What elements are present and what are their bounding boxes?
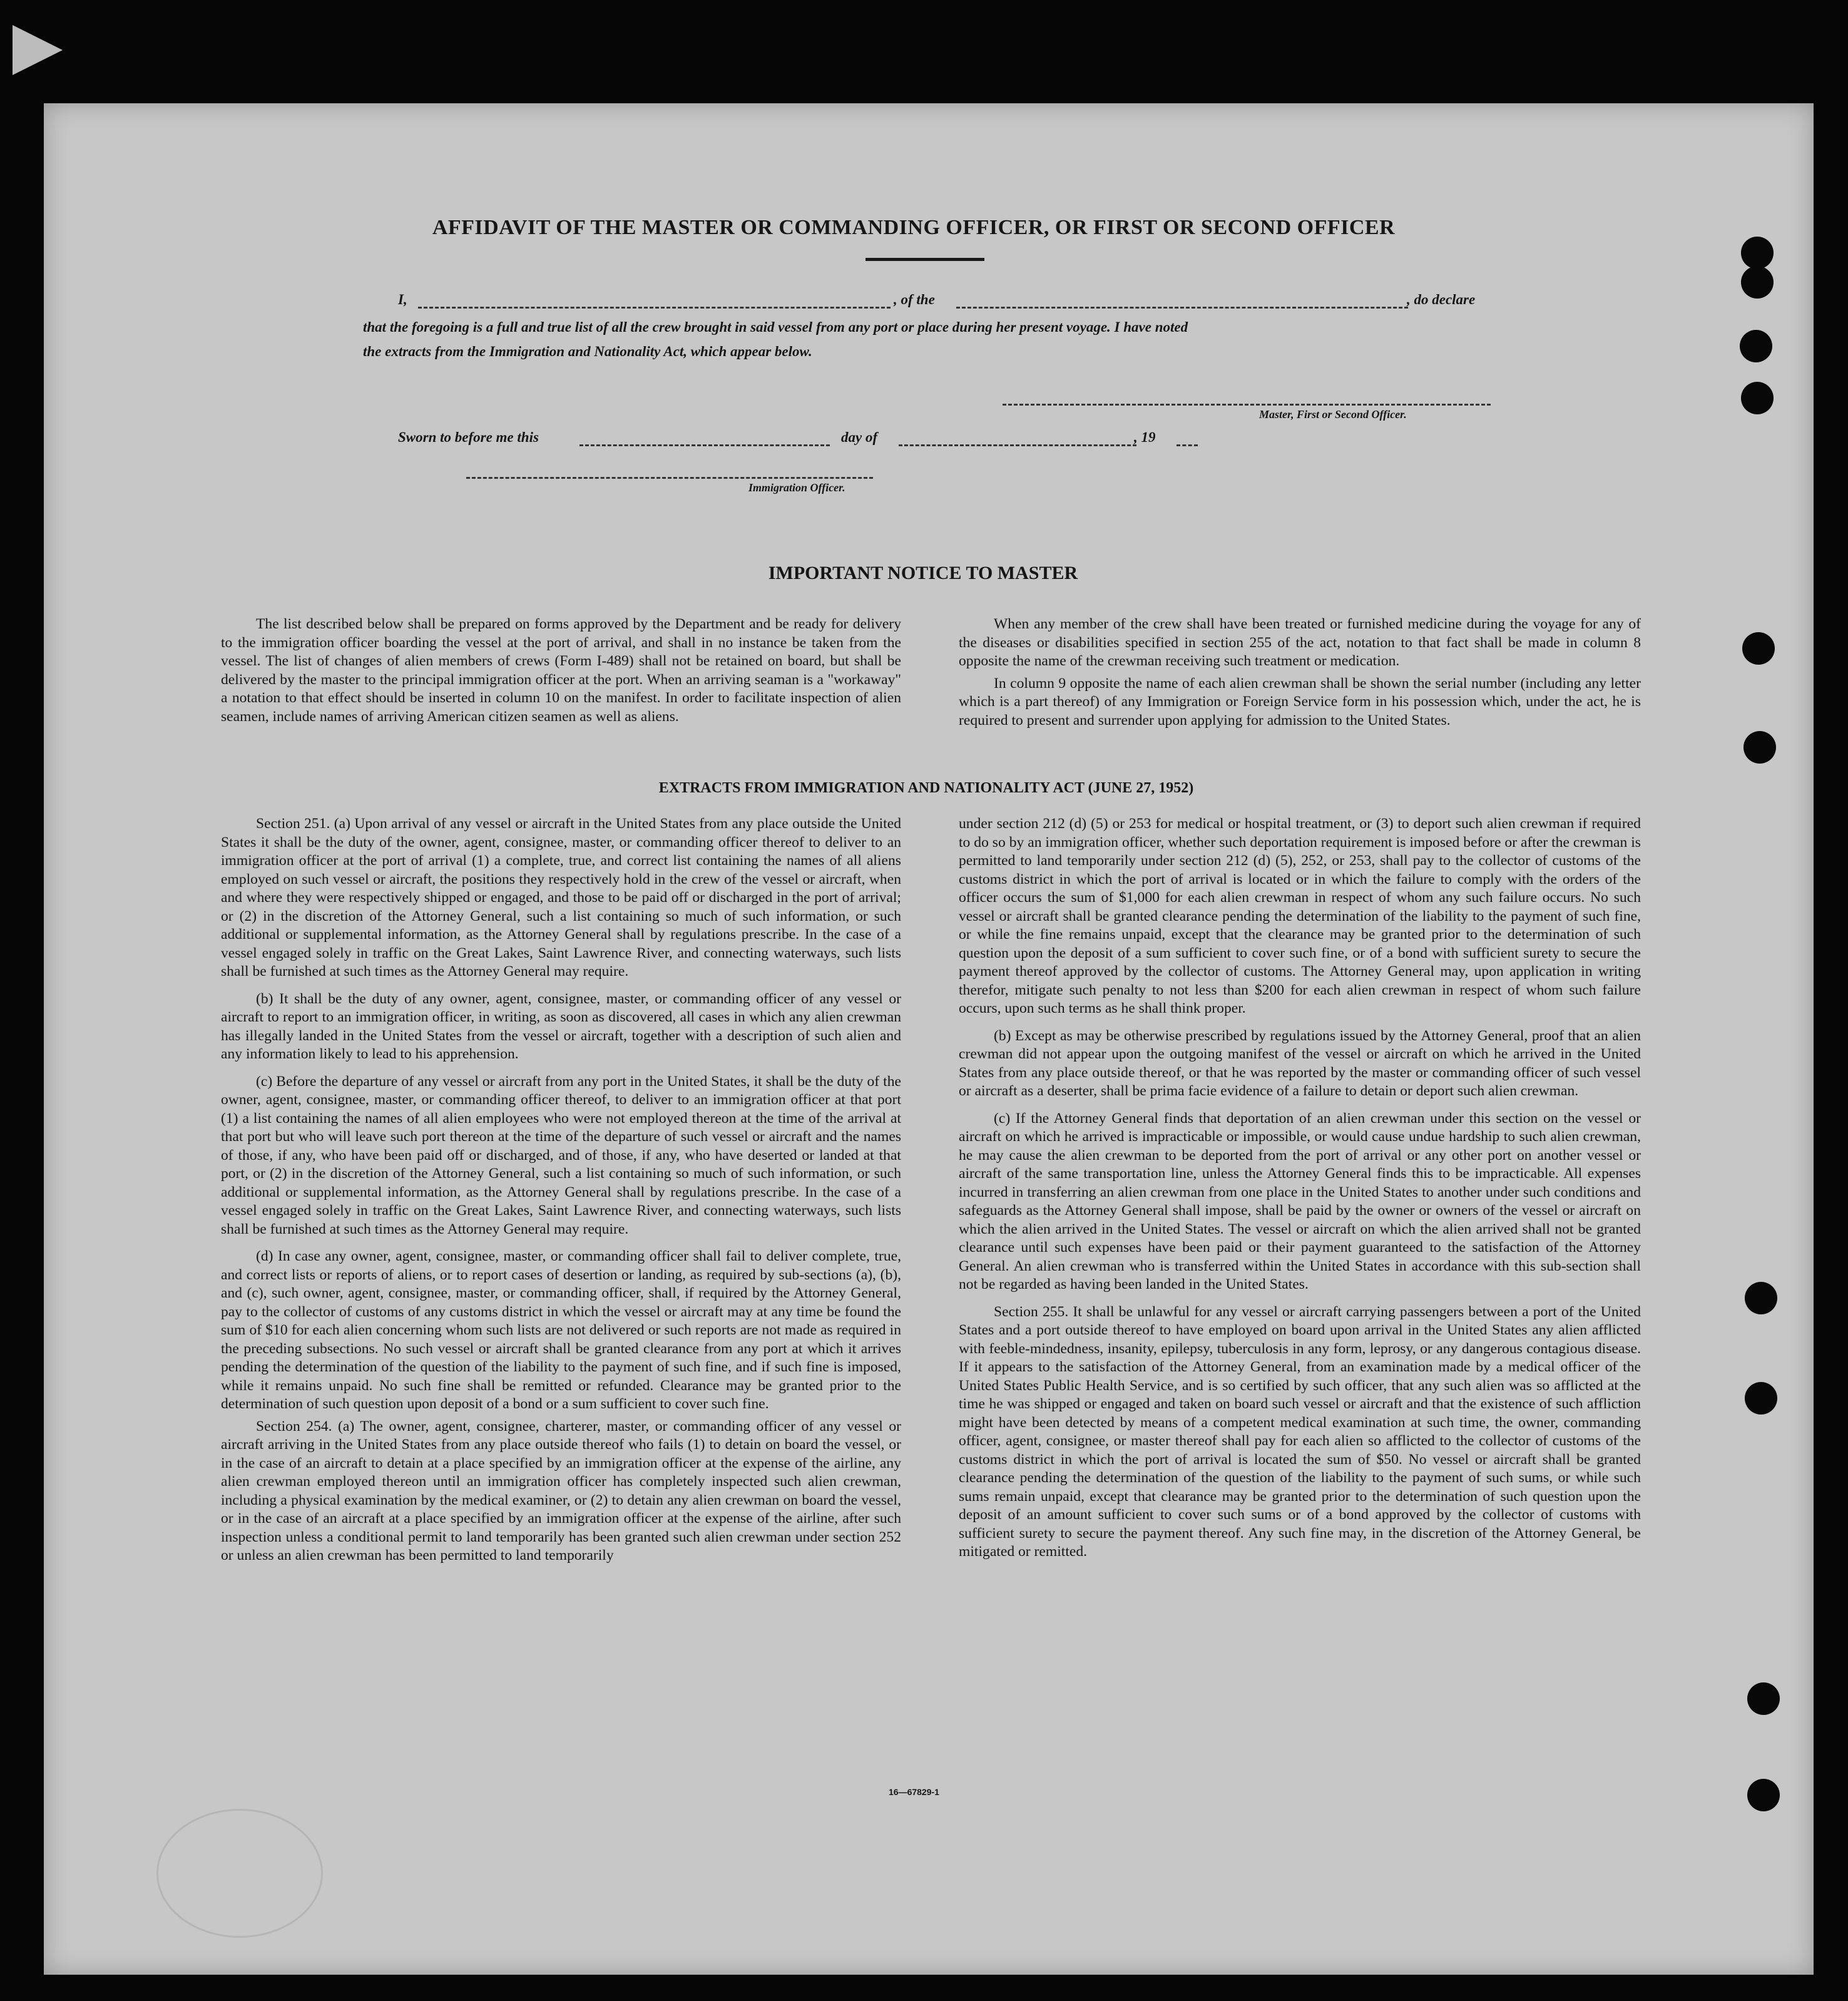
punch-hole — [1741, 237, 1774, 269]
punch-hole — [1747, 1779, 1780, 1811]
notice-paragraph: In column 9 opposite the name of each alien crewman shall be shown the serial number (including any letter which is a part thereof) of any Immigration or Foreign Service form in his possession which, under the act, he is required to present and surrender upon applying for admission to the United States. — [959, 675, 1641, 729]
faint-stamp-mark — [156, 1809, 323, 1938]
do-declare-label: , do declare — [1407, 292, 1476, 307]
notice-paragraph: The list described below shall be prepared on forms approved by the Department and be ready for delivery to the immigration officer boarding the vessel at the port of arrival, and shall in no instance be taken from the vessel. The list of changes of alien members of crews (Form I-489) shall not be retained on board, but shall be delivered by the master to the principal immigration officer at the port. When an arriving seaman is a "workaway" a notation to that effect should be inserted in column 10 on the manifest. In order to facilitate inspection of alien seamen, include names of arriving American citizen seamen as well as aliens. — [221, 616, 901, 725]
affidavit-title: AFFIDAVIT OF THE MASTER OR COMMANDING OFFICER, OR FIRST OR SECOND OFFICER — [432, 216, 1396, 239]
sworn-day-blank — [579, 444, 830, 446]
act-section-255: Section 255. It shall be unlawful for any vessel or aircraft carrying passengers between a port of the United States and a port outside thereof to have employed on board upon arrival in the United States any alien afflicted with feeble-mindedness, insanity, epilepsy, tuberculosis in any form, leprosy, or any dangerous contagious disease. If it appears to the satisfaction of the Attorney General, from an examination made by a medical officer of the United States Public Health Service, and is so certified by such officer, that any such alien was so afflicted at the time he was shipped or engaged and taken on board such vessel or aircraft and that the existence of such affliction might have been detected by means of a competent medical examination at such time, the owner, commanding officer, agent, consignee, or master thereof shall pay for each alien so afflicted to the collector of customs of the customs district in which the port of arrival is located the sum of $50. No vessel or aircraft shall be granted clearance pending the determination of the question of the liability to the payment of such sums, or while such sums remain unpaid, except that clearance may be granted prior to the determination of such question upon the deposit of an amount sufficient to cover such sums or of a bond approved by the collector of customs with sufficient surety to secure the payment thereof. Any such fine may, in the discretion of the Attorney General, be mitigated or remitted. — [959, 1303, 1641, 1560]
i-label: I, — [398, 292, 407, 307]
punch-hole — [1745, 1282, 1777, 1314]
punch-hole — [1742, 632, 1775, 665]
master-signature-label: Master, First or Second Officer. — [1259, 408, 1407, 421]
title-underline — [865, 258, 984, 261]
act-section-251d: (d) In case any owner, agent, consignee, master, or commanding officer shall fail to deliver complete, true, and correct lists or reports of aliens, or to report cases of desertion or landing, as required by sub-sections (a), (b), and (c), such owner, agent, consignee, master, or commanding officer, shall, if required by the Attorney General, pay to the collector of customs of any customs district in which the vessel or aircraft may at any time be found the sum of $10 for each alien concerning whom such lists are not delivered or such reports are not made as required in the preceding subsections. No such vessel or aircraft shall be granted clearance from any port at which it arrives pending the determination of the question of the liability to the payment of such fine, and if such fine is imposed, while it remains unpaid. No such fine shall be remitted or refunded. Clearance may be granted prior to the determination of such question upon deposit of a bond or a sum sufficient to cover such fine. — [221, 1248, 901, 1412]
officer-signature-blank — [466, 477, 873, 479]
act-section-254a-continued: under section 212 (d) (5) or 253 for medical or hospital treatment, or (3) to deport such alien crewman if required to do so by an immigration officer, whether such deportation requirement is imposed before or after the crewman is permitted to land temporarily under section 212 (d) (5), 252, or 253, shall pay to the collector of customs of the customs district in which the port of arrival is located or in which the failure to comply with the orders of the officer occurs the sum of $1,000 for each alien crewman in respect of whom any such failure occurs. No such vessel or aircraft shall be granted clearance pending the determination of the liability to the payment of such fine, or while the fine remains unpaid, except that the clearance may be granted prior to the determination of such question upon the deposit of a sum sufficient to cover such fine, or of a bond with sufficient surety to secure the payment thereof approved by the collector of customs. The Attorney General may, upon application in writing therefor, mitigate such penalty to not less than $200 for each alien crewman in respect of whom such failure occurs, upon such terms as he shall think proper. — [959, 816, 1641, 1016]
notice-left-column — [221, 615, 901, 765]
declaration-line-1: that the foregoing is a full and true list of all the crew brought in said vessel from any port or place during her present voyage. I have noted — [363, 319, 1188, 335]
form-code: 16—67829-1 — [889, 1787, 939, 1797]
of-the-label: , of the — [894, 292, 935, 307]
sworn-month-blank — [899, 444, 1136, 446]
folded-corner-mark — [13, 25, 63, 75]
act-section-254a: Section 254. (a) The owner, agent, consignee, charterer, master, or commanding officer of any vessel or aircraft arriving in the United States from any place outside thereof who fails (1) to detain on board the vessel, or in the case of an aircraft to detain at a place specified by an immigration officer at the expense of the airline, any alien crewman employed thereon until an immigration officer has completely inspected such alien crewman, including a physical examination by the medical examiner, or (2) to detain any alien crewman on board the vessel, or in the case of an aircraft at a place specified by an immigration officer at the expense of the airline, after such inspection unless a conditional permit to land temporarily has been granted such alien crewman under section 252 or unless an alien crewman has been permitted to land temporarily — [221, 1418, 901, 1563]
punch-hole — [1745, 1382, 1777, 1415]
extracts-right-column — [959, 815, 1641, 1779]
punch-hole — [1747, 1682, 1780, 1715]
act-section-254c: (c) If the Attorney General finds that deportation of an alien crewman under this section on the vessel or aircraft on which he arrived is impracticable or impossible, or would cause undue hardship to such alien crewman, he may cause the alien crewman to be deported from the port of arrival or any other port on another vessel or aircraft of the same transportation line, unless the Attorney General finds this to be impracticable. All expenses incurred in transferring an alien crewman from one place in the United States to another under such conditions and safeguards as the Attorney General shall impose, shall be paid by the owner or owners of the vessel or aircraft on which the alien arrived in the United States. The vessel or aircraft on which the alien arrived shall not be granted clearance until such expenses have been paid or their payment guaranteed to the satisfaction of the Attorney General. An alien crewman who is transferred within the United States in accordance with this sub-section shall not be regarded as having been landed in the United States. — [959, 1110, 1641, 1292]
notice-heading: IMPORTANT NOTICE TO MASTER — [768, 563, 1078, 583]
officer-signature-label: Immigration Officer. — [748, 481, 845, 494]
master-signature-blank — [1003, 404, 1491, 406]
extracts-left-column — [221, 815, 901, 1779]
notice-right-column — [959, 615, 1641, 765]
extracts-heading: EXTRACTS FROM IMMIGRATION AND NATIONALITY ACT (JUNE 27, 1952) — [658, 780, 1194, 796]
name-blank — [418, 307, 891, 309]
punch-hole — [1743, 731, 1776, 764]
act-section-251c: (c) Before the departure of any vessel or aircraft from any port in the United States, it shall be the duty of the owner, agent, consignee, master, or commanding officer thereof, to deliver to an immigration officer at that port (1) a list containing the names of all alien employees who were not employed thereon at the time of the arrival at that port but who will leave such port thereon at the time of the departure of such vessel or aircraft and the names of those, if any, who have been paid off or discharged, and of those, if any, who have deserted or landed at that port, or (2) in the discretion of the Attorney General, such a list containing so much of such information, or such additional or supplemental information, as the Attorney General shall by regulations prescribe. In the case of a vessel engaged solely in traffic on the Great Lakes, Saint Lawrence River, and connecting waterways, such lists shall be furnished at such times as the Attorney General may require. — [221, 1073, 901, 1237]
notice-paragraph: When any member of the crew shall have been treated or furnished medicine during the voyage for any of the diseases or disabilities specified in section 255 of the act, notation to that fact shall be made in column 8 opposite the name of the crewman receiving such treatment or medication. — [959, 616, 1641, 669]
vessel-blank — [956, 307, 1408, 309]
sworn-year-blank — [1177, 444, 1198, 446]
punch-hole — [1741, 382, 1774, 414]
punch-hole — [1741, 266, 1774, 299]
punch-hole — [1740, 330, 1772, 362]
declaration-line-2: the extracts from the Immigration and Nationality Act, which appear below. — [363, 344, 812, 359]
act-section-254b: (b) Except as may be otherwise prescribed by regulations issued by the Attorney General, proof that an alien crewman did not appear upon the outgoing manifest of the vessel or aircraft on which he arrived in the United States from any place outside thereof, or that he was reported by the master or commanding officer of such vessel or aircraft as a deserter, shall be prima facie evidence of a failure to detain or deport such alien crewman. — [959, 1027, 1641, 1099]
act-section-251b: (b) It shall be the duty of any owner, agent, consignee, master, or commanding officer of any vessel or aircraft to report to an immigration officer, in writing, as soon as discovered, all cases in which any alien crewman has illegally landed in the United States from the vessel or aircraft, together with a description of such alien and any information likely to lead to his apprehension. — [221, 990, 901, 1062]
year-label: , 19 — [1134, 429, 1156, 445]
act-section-251a: Section 251. (a) Upon arrival of any vessel or aircraft in the United States from any place outside the United States it shall be the duty of the owner, agent, consignee, master, or commanding officer thereof to deliver to an immigration officer at the port of arrival (1) a complete, true, and correct list containing the names of all aliens employed on such vessel or aircraft, the positions they respectively hold in the crew of the vessel or aircraft, when and where they were respectively shipped or engaged, and those to be paid off or discharged in the port of arrival; or (2) in the discretion of the Attorney General, such a list containing so much of such information, or such additional or supplemental information, as the Attorney General shall by regulations prescribe. In the case of a vessel engaged solely in traffic on the Great Lakes, Saint Lawrence River, and connecting waterways, such lists shall be furnished at such times as the Attorney General may require. — [221, 816, 901, 980]
sworn-label: Sworn to before me this — [398, 429, 539, 445]
day-of-label: day of — [841, 429, 878, 445]
